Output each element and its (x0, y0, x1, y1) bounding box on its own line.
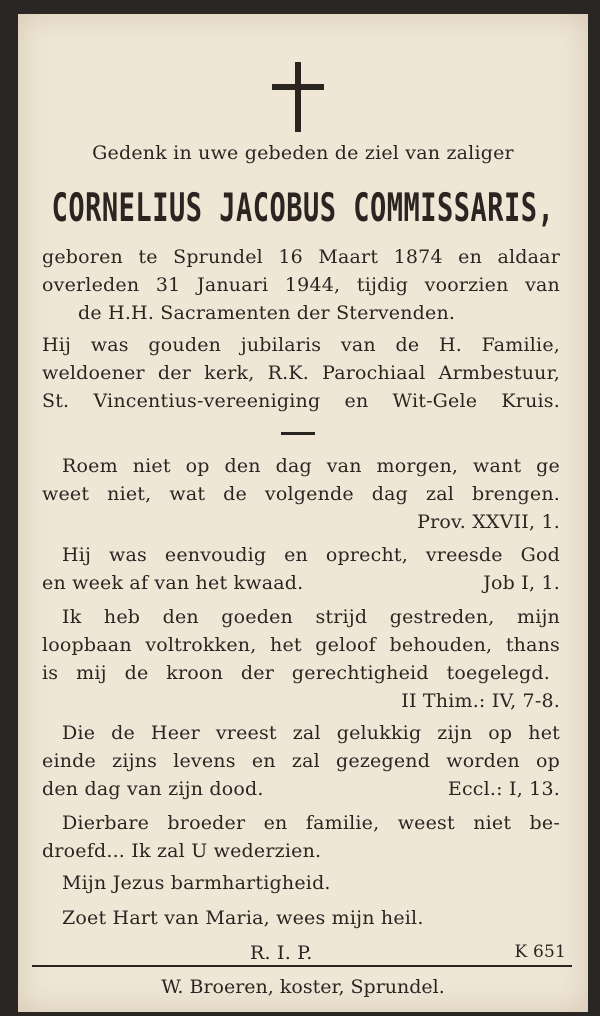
quote-reference: Job I, 1. (483, 572, 560, 594)
deceased-name: CORNELIUS JACOBUS COMMISSARIS, (51, 186, 555, 231)
quote-line: en week af van het kwaad. (42, 572, 304, 594)
quote-reference: II Thim.: IV, 7-8. (401, 690, 560, 712)
jubilee-line: St. Vincentius-vereeniging en Wit-Gele Kruis. (42, 390, 560, 412)
bio-line: de H.H. Sacramenten der Stervenden. (78, 302, 456, 324)
quote-line: is mij de kroon der gerechtigheid toegelegd. (42, 662, 550, 684)
farewell-line: Dierbare broeder en familie, weest niet be- (62, 812, 560, 834)
rip-text: R. I. P. (250, 942, 313, 964)
jubilee-line: Hij was gouden jubilaris van de H. Familie, (42, 334, 560, 356)
quote-line: Ik heb den goeden strijd gestreden, mijn (62, 606, 560, 628)
quote-reference: Eccl.: I, 13. (447, 778, 560, 800)
prayer-line: Zoet Hart van Maria, wees mijn heil. (62, 907, 424, 929)
quote-line: Hij was eenvoudig en oprecht, vreesde God (62, 544, 560, 566)
cross-icon (272, 62, 324, 132)
quote-line: Die de Heer vreest zal gelukkig zijn op het (62, 722, 560, 744)
divider (281, 432, 315, 435)
quote-reference: Prov. XXVII, 1. (417, 511, 560, 533)
bio-line: geboren te Sprundel 16 Maart 1874 en aldaar (42, 246, 560, 268)
quote-line: Roem niet op den dag van morgen, want ge (62, 455, 560, 477)
farewell-line: droefd... Ik zal U wederzien. (42, 840, 322, 862)
quote-line: einde zijns levens en zal gezegend worden op (42, 750, 560, 772)
prayer-line: Mijn Jezus barmhartigheid. (62, 872, 331, 894)
bio-line: overleden 31 Januari 1944, tijdig voorzien van (42, 274, 560, 296)
memorial-card (18, 14, 588, 1012)
quote-line: den dag van zijn dood. (42, 778, 264, 800)
quote-line: loopbaan voltrokken, het geloof behouden, thans (42, 634, 560, 656)
card-code: K 651 (514, 942, 566, 962)
jubilee-line: weldoener der kerk, R.K. Parochiaal Armbestuur, (42, 362, 560, 384)
printer-credit: W. Broeren, koster, Sprundel. (161, 976, 445, 998)
quote-line: weet niet, wat de volgende dag zal brengen. (42, 483, 560, 505)
footer-rule (32, 965, 572, 967)
intro-line: Gedenk in uwe gebeden de ziel van zaliger (92, 142, 514, 164)
